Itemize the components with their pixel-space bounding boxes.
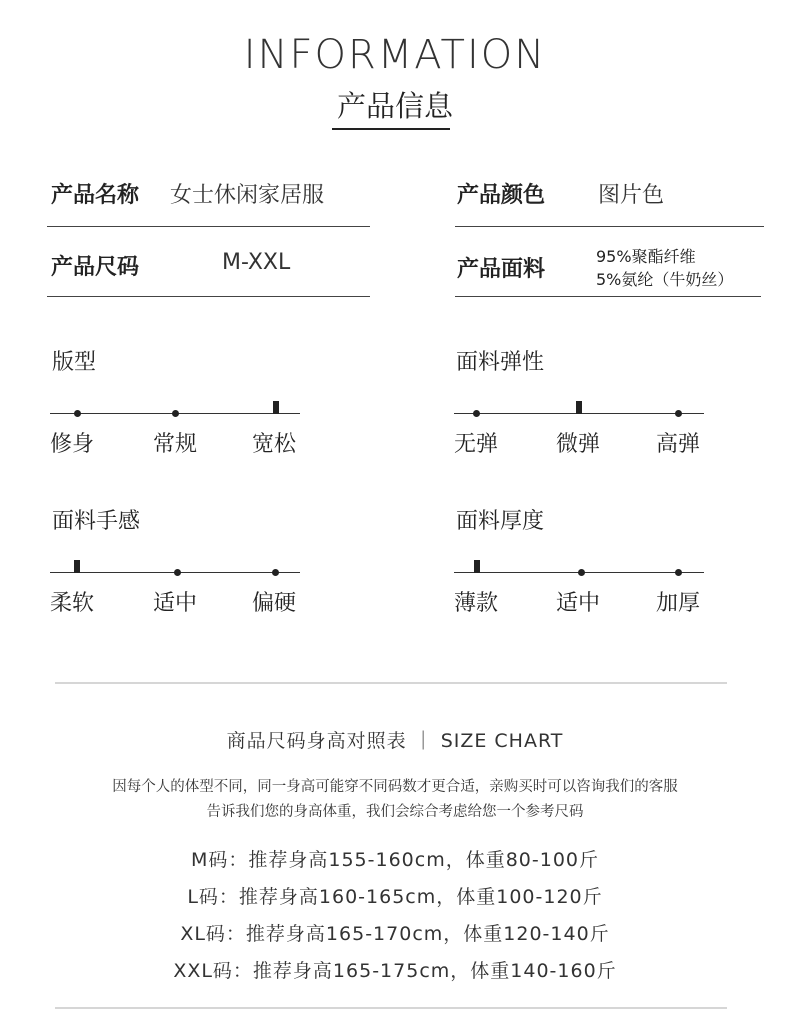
section-divider: [55, 1007, 727, 1009]
scale-dot: [74, 410, 81, 417]
attr-title-elasticity: 面料弹性: [456, 350, 545, 375]
scale-dot: [172, 410, 179, 417]
product-color-value: 图片色: [598, 183, 665, 208]
selected-marker: [74, 560, 80, 573]
attr-option: 适中: [556, 591, 601, 616]
attr-title-thickness: 面料厚度: [456, 509, 545, 534]
attr-option: 修身: [50, 432, 95, 457]
scale-dot: [675, 569, 682, 576]
product-name-value: 女士休闲家居服: [170, 183, 325, 208]
divider: [455, 296, 761, 297]
title-chinese: 产品信息: [336, 89, 453, 123]
size-row-xxl: XXL码：推荐身高165-175cm，体重140-160斤: [173, 960, 617, 982]
scale-dot: [675, 410, 682, 417]
attr-option: 薄款: [454, 591, 499, 616]
scale-dot: [578, 569, 585, 576]
size-row-m: M码：推荐身高155-160cm，体重80-100斤: [190, 849, 600, 871]
product-fabric-label: 产品面料: [457, 257, 546, 282]
attr-option: 适中: [153, 591, 198, 616]
product-size-value: M-XXL: [222, 250, 291, 275]
scale-dot: [174, 569, 181, 576]
attr-title-feel: 面料手感: [52, 509, 141, 534]
selected-marker: [474, 560, 480, 573]
attr-option: 高弹: [656, 432, 701, 457]
attr-title-fit: 版型: [52, 350, 97, 375]
title-underline: [332, 128, 450, 130]
title-english: INFORMATION: [243, 32, 547, 78]
size-row-l: L码：推荐身高160-165cm，体重100-120斤: [187, 886, 603, 908]
attr-option: 柔软: [50, 591, 95, 616]
divider: [47, 296, 370, 297]
divider: [455, 226, 764, 227]
scale-dot: [272, 569, 279, 576]
attr-option: 偏硬: [252, 591, 297, 616]
attr-option: 无弹: [454, 432, 499, 457]
size-row-xl: XL码：推荐身高165-170cm，体重120-140斤: [180, 923, 610, 945]
divider: [47, 226, 370, 227]
attr-option: 常规: [153, 432, 198, 457]
attr-option: 宽松: [252, 432, 297, 457]
size-note-line2: 告诉我们您的身高体重，我们会综合考虑给您一个参考尺码: [206, 804, 584, 820]
product-color-label: 产品颜色: [457, 183, 546, 208]
product-name-label: 产品名称: [51, 183, 140, 208]
selected-marker: [273, 401, 279, 414]
size-note-line1: 因每个人的体型不同，同一身高可能穿不同码数才更合适，亲购买时可以咨询我们的客服: [112, 779, 678, 795]
attr-option: 微弹: [556, 432, 601, 457]
selected-marker: [576, 401, 582, 414]
section-divider: [55, 682, 727, 684]
fabric-composition-line1: 95%聚酯纤维: [596, 247, 696, 266]
product-size-label: 产品尺码: [51, 255, 140, 280]
fabric-composition-line2: 5%氨纶（牛奶丝）: [596, 270, 734, 289]
size-chart-title: 商品尺码身高对照表 ｜ SIZE CHART: [226, 730, 564, 752]
attr-option: 加厚: [656, 591, 701, 616]
scale-dot: [473, 410, 480, 417]
